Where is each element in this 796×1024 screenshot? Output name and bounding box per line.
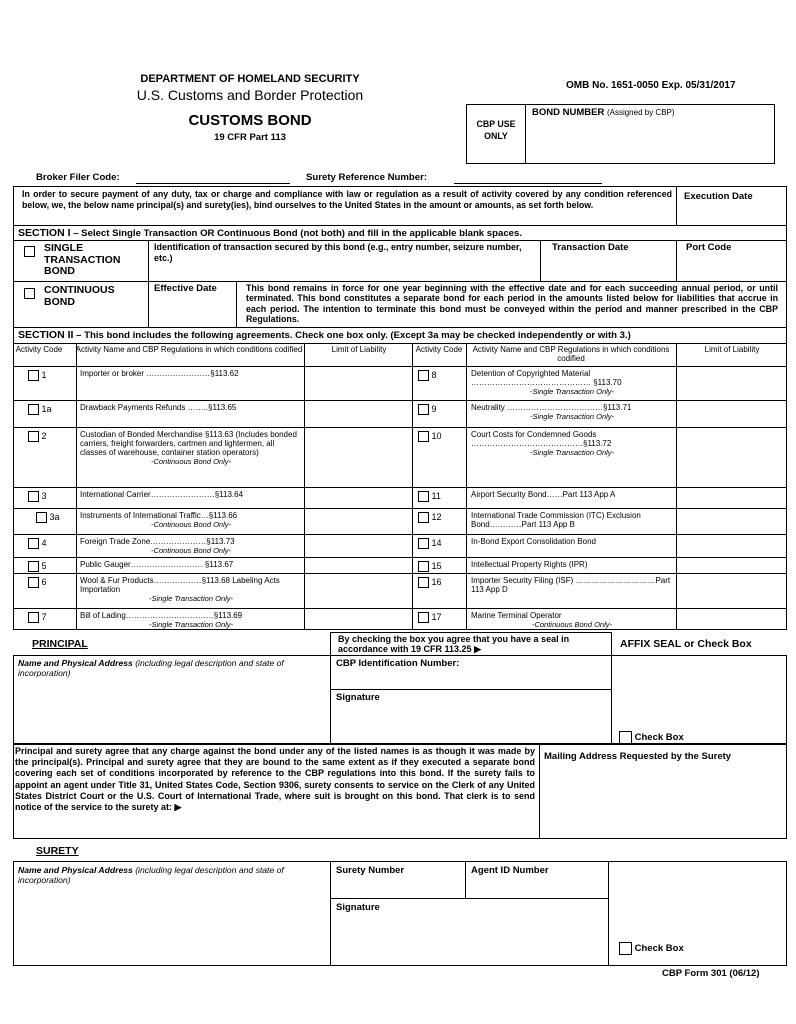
dept-name: DEPARTMENT OF HOMELAND SECURITY [140, 73, 360, 85]
activity-name-11 [471, 490, 673, 508]
activity-name-14 [471, 537, 673, 557]
activity-name-text: Intellectual Property Rights (IPR) [471, 560, 588, 569]
continuous-bond-checkbox[interactable] [24, 285, 35, 303]
activity-name-3 [80, 490, 302, 508]
activity-code: 15 [431, 561, 442, 571]
surety-signature-field[interactable] [336, 916, 604, 962]
limit-of-liability-17[interactable] [678, 609, 784, 629]
activity-name-text: Drawback Payments Refunds ……..§113.65 [80, 403, 237, 412]
activity-name-8 [471, 369, 673, 400]
activity-name-text: International Trade Commission (ITC) Exclusion Bond…………Part 113 App B [471, 511, 641, 529]
section2-heading: SECTION II – This bond includes the following agreements. Check one box only. (Except 3a may be checked independently or with 3.) [18, 329, 631, 341]
activity-code: 8 [431, 370, 437, 380]
activity-checkbox-8[interactable] [418, 370, 437, 381]
agent-id-label: Agent ID Number [471, 865, 549, 876]
activity-code: 3 [41, 491, 47, 501]
limit-of-liability-5[interactable] [306, 558, 410, 572]
effective-date-label: Effective Date [154, 283, 217, 294]
activity-restriction: -Single Transaction Only- [529, 387, 615, 396]
activity-name-5 [80, 560, 302, 573]
surety-number-label: Surety Number [336, 865, 405, 876]
port-code-label: Port Code [686, 242, 732, 253]
activity-code: 9 [431, 404, 437, 414]
activity-name-12 [471, 511, 673, 534]
agreement-text: Principal and surety agree that any charge against the bond under any of the listed names is as though it was made by the principal(s). Principal and surety agree that they are bound to the same extent as if they executed a separate bond covering each set of conditions incorporated by reference to the CBP regulations into this bond. If the surety fails to appoint an agent under Title 31, United States Code, Section 9306, surety consents to service on the Clerk of any United States District Court or the U.S. Court of International Trade, where suit is brought on this bond. That clerk is to send notice of the service to the surety at: ▶ [15, 746, 535, 813]
activity-checkbox-4[interactable] [28, 538, 47, 549]
activity-checkbox-3[interactable] [28, 491, 47, 502]
activity-code: 1a [41, 404, 52, 414]
mailing-address-label: Mailing Address Requested by the Surety [544, 751, 732, 762]
activity-name-text: Foreign Trade Zone…………………§113.73 [80, 537, 235, 546]
broker-filer-input[interactable] [136, 183, 290, 184]
seal-agreement-text: By checking the box you agree that you have a seal in accordance with 19 CFR 113.25 ▶ [338, 634, 570, 654]
activity-name-6 [80, 576, 302, 608]
activity-restriction: -Single Transaction Only- [148, 594, 234, 603]
broker-filer-label: Broker Filer Code: [36, 172, 120, 183]
activity-name-text: Neutrality ………………………………§113.71 [471, 403, 632, 412]
cbp-use-only: CBP USE ONLY [476, 119, 516, 141]
col-limit-left: Limit of Liability [331, 345, 387, 354]
limit-of-liability-14[interactable] [678, 535, 784, 556]
activity-name-text: Instruments of International Traffic…§113.66 [80, 511, 238, 520]
activity-checkbox-3a[interactable] [36, 512, 60, 523]
activity-checkbox-7[interactable] [28, 612, 47, 623]
cfr-ref: 19 CFR Part 113 [214, 132, 286, 143]
limit-of-liability-2[interactable] [306, 428, 410, 486]
principal-signature-label: Signature [336, 692, 380, 703]
single-transaction-checkbox[interactable] [24, 243, 35, 261]
activity-checkbox-10[interactable] [418, 431, 442, 442]
activity-restriction: -Single Transaction Only- [148, 620, 234, 629]
limit-of-liability-15[interactable] [678, 558, 784, 572]
activity-name-15 [471, 560, 673, 573]
activity-code: 1 [41, 370, 47, 380]
col-limit-right: Limit of Liability [704, 345, 760, 354]
limit-of-liability-11[interactable] [678, 488, 784, 507]
activity-name-text: Airport Security Bond……Part 113 App A [471, 490, 616, 499]
activity-code: 14 [431, 538, 442, 548]
activity-checkbox-12[interactable] [418, 512, 442, 523]
activity-code: 5 [41, 561, 47, 571]
surety-seal-checkbox[interactable]: Check Box [619, 942, 684, 955]
cbp-id-label: CBP Identification Number: [336, 658, 460, 669]
activity-code: 12 [431, 512, 442, 522]
activity-checkbox-17[interactable] [418, 612, 442, 623]
activity-name-10 [471, 430, 673, 487]
activity-checkbox-2[interactable] [28, 431, 47, 442]
col-name-left: Activity Name and CBP Regulations in which conditions codified [75, 345, 303, 354]
continuous-bond-label: CONTINUOUS BOND [44, 284, 115, 308]
cbp-id-field[interactable] [336, 672, 606, 688]
activity-name-16 [471, 576, 673, 608]
activity-checkbox-14[interactable] [418, 538, 442, 549]
activity-name-text: Bill of Lading……………………………§113.69 [80, 611, 243, 620]
form-number: CBP Form 301 (06/12) [662, 968, 760, 979]
execution-date-label: Execution Date [684, 191, 753, 202]
activity-restriction: -Continuous Bond Only- [150, 457, 232, 466]
affix-seal-label: AFFIX SEAL or Check Box [620, 638, 752, 650]
surety-name-label: Name and Physical Address (including legal description and state of incorporation) [18, 865, 284, 885]
limit-of-liability-3a[interactable] [306, 509, 410, 533]
surety-signature-label: Signature [336, 902, 380, 913]
limit-of-liability-8[interactable] [678, 367, 784, 399]
activity-code: 3a [49, 512, 60, 522]
section1-heading: SECTION I – Select Single Transaction OR Continuous Bond (not both) and fill in the applicable blank spaces. [18, 227, 523, 239]
activity-name-text: Detention of Copyrighted Material ……………………………………… §113.70 [471, 369, 622, 387]
surety-name-field[interactable] [18, 888, 324, 962]
activity-name-text: Custodian of Bonded Merchandise §113.63 (Includes bonded carriers, freight forwarders, cartmen and lightermen, all classes of warehouse, container station operators) [80, 430, 297, 457]
limit-of-liability-10[interactable] [678, 428, 784, 486]
limit-of-liability-9[interactable] [678, 401, 784, 426]
activity-checkbox-16[interactable] [418, 577, 442, 588]
activity-name-4 [80, 537, 302, 557]
activity-checkbox-6[interactable] [28, 577, 47, 588]
mailing-address-field[interactable] [544, 766, 782, 836]
activity-restriction: -Continuous Bond Only- [531, 620, 613, 629]
activity-code: 6 [41, 577, 47, 587]
activity-name-text: Marine Terminal Operator [471, 611, 562, 620]
activity-checkbox-11[interactable] [418, 491, 441, 502]
activity-code: 2 [41, 431, 47, 441]
activity-restriction: -Continuous Bond Only- [150, 546, 232, 555]
intro-text: In order to secure payment of any duty, tax or charge and compliance with law or regulation as a result of activity covered by any condition referenced below, we, the below name principal(s) and surety(ies), bind ourselves to the United States in the amount or amounts, as set forth below. [22, 189, 672, 210]
activity-name-text: Importer Security Filing (ISF) …………………………Part 113 App D [471, 576, 671, 594]
limit-of-liability-16[interactable] [678, 574, 784, 607]
surety-ref-input[interactable] [454, 183, 602, 184]
limit-of-liability-6[interactable] [306, 574, 410, 607]
bond-number-label: BOND NUMBER (Assigned by CBP) [532, 107, 675, 118]
transaction-date-label: Transaction Date [552, 242, 629, 253]
activity-name-3a [80, 511, 302, 534]
principal-signature-field[interactable] [336, 706, 606, 740]
activity-name-1 [80, 369, 302, 400]
single-transaction-desc: Identification of transaction secured by this bond (e.g., entry number, seizure number, etc.) [154, 242, 522, 263]
col-code-right: Activity Code [415, 345, 463, 354]
limit-of-liability-1a[interactable] [306, 401, 410, 426]
limit-of-liability-3[interactable] [306, 488, 410, 507]
activity-code: 10 [431, 431, 442, 441]
activity-name-1a [80, 403, 302, 427]
agency-name: U.S. Customs and Border Protection [136, 87, 364, 103]
limit-of-liability-1[interactable] [306, 367, 410, 399]
col-code-left: Activity Code [15, 345, 63, 354]
activity-name-9 [471, 403, 673, 427]
activity-code: 17 [431, 612, 442, 622]
col-name-right: Activity Name and CBP Regulations in which conditions codified [472, 345, 670, 363]
omb-number: OMB No. 1651-0050 Exp. 05/31/2017 [566, 80, 736, 91]
activity-name-17 [471, 611, 673, 630]
activity-code: 16 [431, 577, 442, 587]
principal-name-label: Name and Physical Address (including legal description and state of incorporation) [18, 658, 284, 678]
activity-name-text: In-Bond Export Consolidation Bond [471, 537, 596, 546]
single-transaction-label: SINGLE TRANSACTION BOND [44, 242, 121, 277]
limit-of-liability-7[interactable] [306, 609, 410, 629]
activity-checkbox-1[interactable] [28, 370, 47, 381]
principal-seal-checkbox[interactable]: Check Box [619, 731, 684, 744]
activity-name-text: Court Costs for Condemned Goods ……………………………………§113.72 [471, 430, 612, 448]
activity-checkbox-5[interactable] [28, 561, 47, 572]
activity-restriction: -Single Transaction Only- [529, 448, 615, 457]
principal-heading: PRINCIPAL [32, 638, 88, 650]
activity-code: 7 [41, 612, 47, 622]
activity-code: 4 [41, 538, 47, 548]
activity-restriction: -Single Transaction Only- [529, 412, 615, 421]
continuous-bond-desc: This bond remains in force for one year beginning with the effective date and for each succeeding annual period, or until terminated. This bond constitutes a separate bond for each period in the amounts listed below for liabilities that accrue in each period. The intention to terminate this bond must be conveyed within the period and manner prescribed in the CBP Regulations. [246, 283, 778, 324]
surety-ref-label: Surety Reference Number: [306, 172, 428, 183]
activity-checkbox-9[interactable] [418, 404, 437, 415]
activity-code: 11 [431, 491, 441, 501]
activity-name-text: Wool & Fur Products………………§113.68 Labeling Acts Importation [80, 576, 280, 594]
activity-checkbox-1a[interactable] [28, 404, 52, 415]
form-title: CUSTOMS BOND [188, 112, 312, 129]
principal-name-field[interactable] [18, 680, 324, 740]
activity-name-text: International Carrier……………………§113.64 [80, 490, 244, 499]
activity-name-text: Importer or broker ……………………§113.62 [80, 369, 239, 378]
activity-name-7 [80, 611, 302, 630]
activity-name-text: Public Gauger……………………… §113.67 [80, 560, 234, 569]
limit-of-liability-4[interactable] [306, 535, 410, 556]
activity-name-2 [80, 430, 302, 487]
surety-heading: SURETY [36, 845, 79, 857]
activity-restriction: -Continuous Bond Only- [150, 520, 232, 529]
activity-checkbox-15[interactable] [418, 561, 442, 572]
limit-of-liability-12[interactable] [678, 509, 784, 533]
